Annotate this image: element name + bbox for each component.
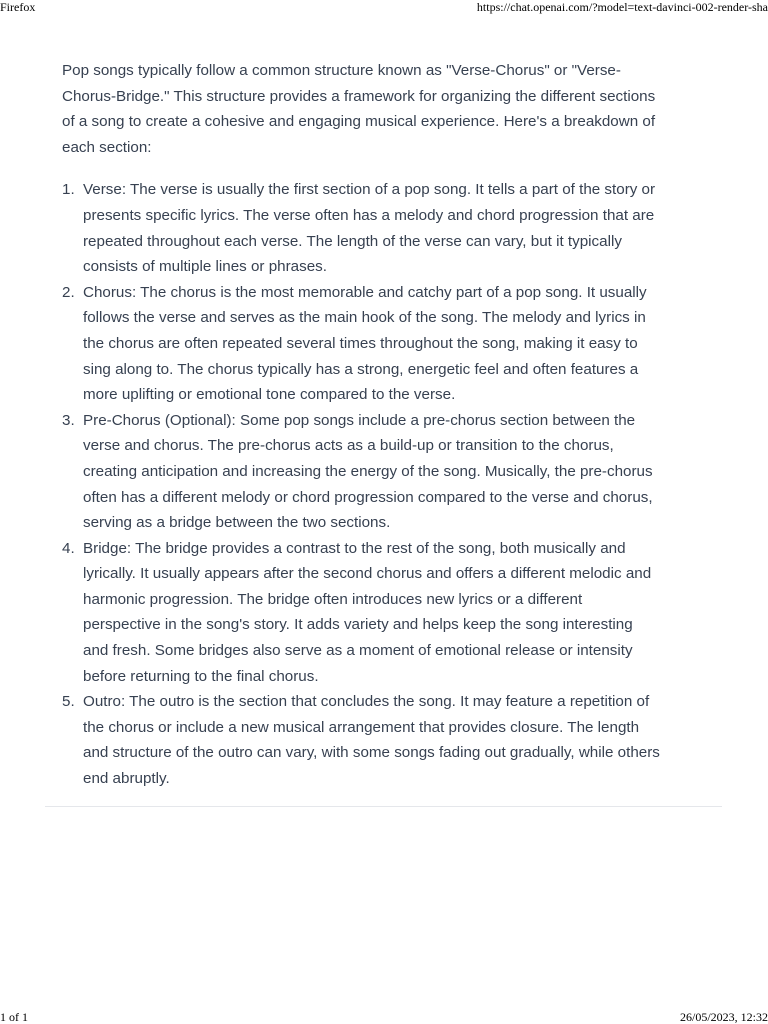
list-item-text: Chorus: The chorus is the most memorable and catchy part of a pop song. It usually follows the verse and serves as the main hook of the song. The melody and lyrics in the chorus are often repeated several times throughout the song, making it easy to sing along to. The chorus typically has a strong, energetic feel and often features a more uplifting or emotional tone compared to the verse. xyxy=(83,283,647,404)
message-divider xyxy=(45,806,722,807)
list-item-number: 5. xyxy=(62,693,75,711)
list-item xyxy=(62,280,662,408)
list-item xyxy=(62,536,662,690)
list-item xyxy=(62,689,662,791)
print-header-url: https://chat.openai.com/?model=text-davinci-002-render-sha xyxy=(476,0,768,14)
list-item-text: Verse: The verse is usually the first section of a pop song. It tells a part of the story or presents specific lyrics. The verse often has a melody and chord progression that are repeated throughout each verse. The length of the verse can vary, but it typically consists of multiple lines or phrases. xyxy=(83,181,656,276)
list-item-text: Pre-Chorus (Optional): Some pop songs include a pre-chorus section between the verse and chorus. The pre-chorus acts as a build-up or transition to the chorus, creating anticipation and increasing the energy of the song. Musically, the pre-chorus often has a different melody or chord progression compared to the verse and chorus, serving as a bridge between the two sections. xyxy=(83,411,653,532)
list-item xyxy=(62,408,662,536)
list-item-number: 4. xyxy=(62,539,75,557)
list-item xyxy=(62,177,662,279)
list-item-text: Bridge: The bridge provides a contrast to the rest of the song, both musically and lyrically. It usually appears after the second chorus and offers a different melodic and harmonic progression. The bridge often introduces new lyrics or a different perspective in the song's story. It adds variety and helps keep the song interesting and fresh. Some bridges also serve as a moment of emotional release or intensity before returning to the final chorus. xyxy=(83,539,652,685)
message-intro: Pop songs typically follow a common structure known as "Verse-Chorus" or "Verse-Chorus-Bridge." This structure provides a framework for organizing the different sections of a song to create a cohesive and engaging musical experience. Here's a breakdown of each section: xyxy=(62,62,656,156)
print-header-app-name: Firefox xyxy=(0,0,36,14)
print-footer-page-indicator: 1 of 1 xyxy=(0,1010,28,1024)
list-item-number: 1. xyxy=(62,181,75,199)
list-item-number: 2. xyxy=(62,283,75,301)
list-item-text: Outro: The outro is the section that concludes the song. It may feature a repetition of the chorus or include a new musical arrangement that provides closure. The length and structure of the outro can vary, with some songs fading out gradually, while others end abruptly. xyxy=(83,693,660,788)
assistant-message xyxy=(62,58,662,792)
sections-list xyxy=(62,177,662,791)
list-item-number: 3. xyxy=(62,411,75,429)
print-footer-timestamp: 26/05/2023, 12:32 xyxy=(679,1010,768,1024)
